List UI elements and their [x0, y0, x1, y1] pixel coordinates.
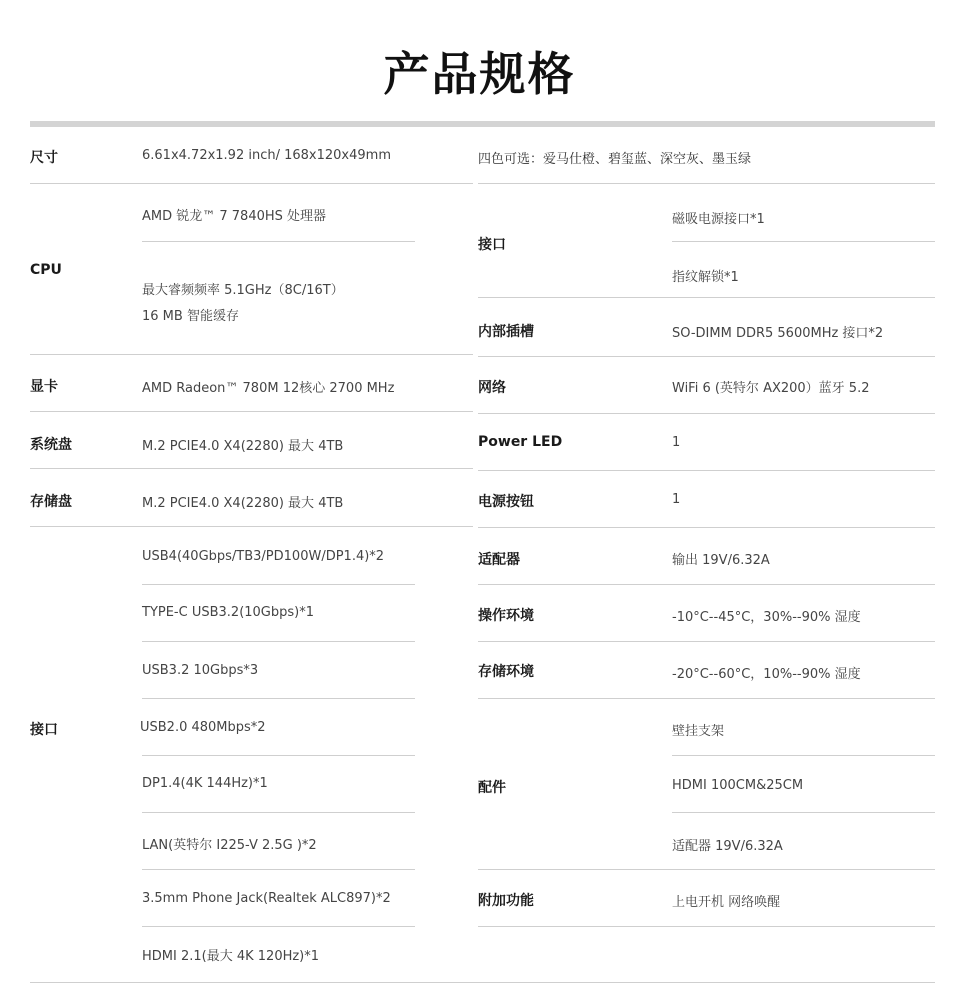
row-divider [478, 641, 935, 642]
sub-divider [142, 812, 415, 813]
gpu-value: AMD Radeon™ 780M 12核心 2700 MHz [142, 381, 395, 396]
row-divider [478, 356, 935, 357]
row-divider [478, 183, 935, 184]
storage-env-value: -20°C--60°C，10%--90% 湿度 [672, 667, 861, 682]
extra-features-value: 上电开机 网络唤醒 [672, 895, 781, 910]
power-button-label: 电源按钮 [478, 494, 534, 510]
right-ports-label: 接口 [478, 237, 506, 253]
adapter-value: 输出 19V/6.32A [672, 553, 770, 568]
page-title: 产品规格 [383, 47, 576, 101]
accessory-item: 适配器 19V/6.32A [672, 839, 783, 854]
left-ports-label: 接口 [30, 722, 58, 738]
port-item: USB3.2 10Gbps*3 [142, 663, 259, 678]
sub-divider [672, 812, 935, 813]
port-item: TYPE-C USB3.2(10Gbps)*1 [142, 605, 315, 620]
port-item: DP1.4(4K 144Hz)*1 [142, 776, 268, 791]
gpu-label: 显卡 [30, 379, 58, 395]
row-divider [478, 297, 935, 298]
row-divider [30, 354, 473, 355]
internal-slot-label: 内部插槽 [478, 324, 534, 340]
sub-divider [142, 698, 415, 699]
row-divider [30, 468, 473, 469]
storage-disk-value: M.2 PCIE4.0 X4(2280) 最大 4TB [142, 496, 344, 511]
row-divider [478, 470, 935, 471]
bottom-divider [30, 982, 935, 983]
cpu-model: AMD 锐龙™ 7 7840HS 处理器 [142, 209, 327, 224]
fingerprint-unlock: 指纹解锁*1 [672, 270, 739, 285]
sub-divider [672, 241, 935, 242]
size-value: 6.61x4.72x1.92 inch/ 168x120x49mm [142, 148, 391, 163]
adapter-label: 适配器 [478, 552, 520, 568]
sub-divider [142, 241, 415, 242]
cpu-cache: 16 MB 智能缓存 [142, 309, 239, 324]
accessory-item: 壁挂支架 [672, 724, 725, 739]
network-value: WiFi 6 (英特尔 AX200）蓝牙 5.2 [672, 381, 870, 396]
port-item: USB2.0 480Mbps*2 [140, 720, 266, 735]
power-led-label: Power LED [478, 434, 563, 450]
row-divider [30, 526, 473, 527]
color-options: 四色可选：爱马仕橙、碧玺蓝、深空灰、墨玉绿 [478, 152, 752, 167]
row-divider [478, 869, 935, 870]
port-item: 3.5mm Phone Jack(Realtek ALC897)*2 [142, 891, 391, 906]
system-disk-value: M.2 PCIE4.0 X4(2280) 最大 4TB [142, 439, 344, 454]
operating-env-value: -10°C--45°C，30%--90% 湿度 [672, 610, 861, 625]
internal-slot-value: SO-DIMM DDR5 5600MHz 接口*2 [672, 326, 884, 341]
top-divider [30, 121, 935, 127]
sub-divider [142, 584, 415, 585]
storage-env-label: 存储环境 [478, 664, 534, 680]
extra-features-label: 附加功能 [478, 893, 534, 909]
operating-env-label: 操作环境 [478, 608, 534, 624]
port-item: LAN(英特尔 I225-V 2.5G )*2 [142, 838, 317, 853]
power-button-value: 1 [672, 492, 681, 507]
sub-divider [672, 755, 935, 756]
row-divider [30, 183, 473, 184]
row-divider [478, 698, 935, 699]
port-item: HDMI 2.1(最大 4K 120Hz)*1 [142, 949, 320, 964]
port-item: USB4(40Gbps/TB3/PD100W/DP1.4)*2 [142, 549, 385, 564]
sub-divider [142, 641, 415, 642]
accessories-label: 配件 [478, 780, 506, 796]
system-disk-label: 系统盘 [30, 437, 72, 453]
sub-divider [142, 869, 415, 870]
size-label: 尺寸 [30, 150, 58, 166]
sub-divider [142, 755, 415, 756]
row-divider [478, 527, 935, 528]
power-led-value: 1 [672, 435, 681, 450]
magnetic-power-port: 磁吸电源接口*1 [672, 212, 765, 227]
row-divider [478, 926, 935, 927]
storage-disk-label: 存储盘 [30, 494, 72, 510]
accessory-item: HDMI 100CM&25CM [672, 778, 804, 793]
cpu-label: CPU [30, 262, 62, 278]
sub-divider [142, 926, 415, 927]
row-divider [478, 413, 935, 414]
row-divider [478, 584, 935, 585]
cpu-boost: 最大睿频频率 5.1GHz（8C/16T） [142, 283, 344, 298]
row-divider [30, 411, 473, 412]
network-label: 网络 [478, 380, 506, 396]
